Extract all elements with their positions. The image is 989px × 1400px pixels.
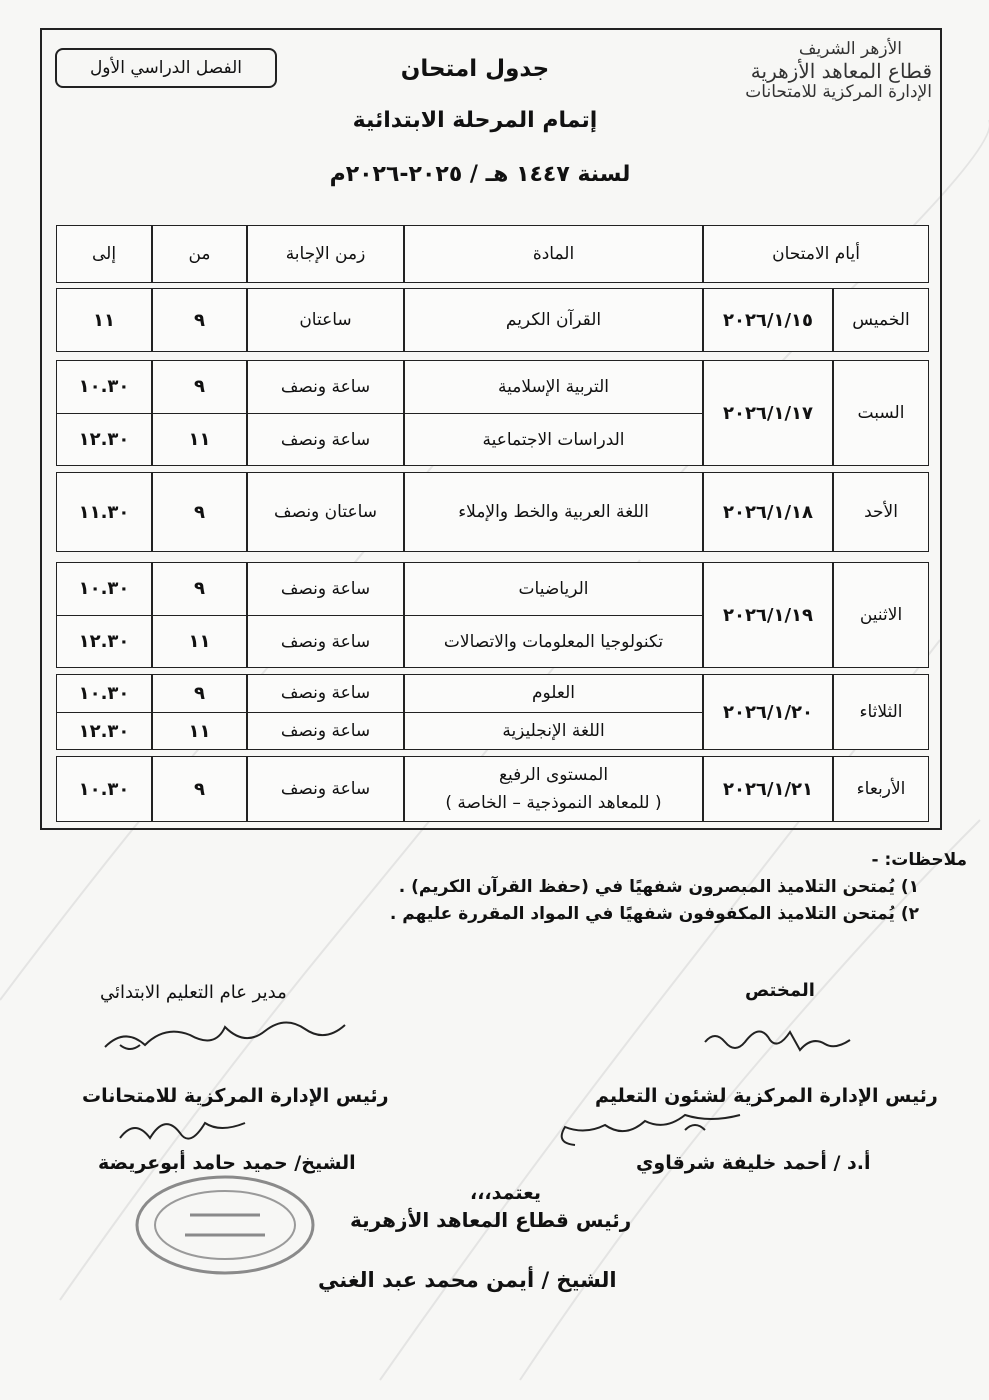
end-time: ١٠.٣٠ [78,778,130,800]
header-subject: المادة [532,244,575,264]
head-sector-label: رئيس قطاع المعاهد الأزهرية [350,1208,632,1232]
header-to: إلى [91,244,117,264]
director-primary-label: مدير عام التعليم الابتدائي [100,982,287,1003]
start-time: ٩ [194,578,205,599]
start-time: ١١ [188,720,211,742]
note-item: ٢) يُمتحن التلاميذ المكفوفون شفهيًا في المواد المقررة عليهم . [389,904,919,924]
specialist-label: المختص [745,980,815,1001]
semester-label: الفصل الدراسي الأول [89,58,243,78]
notes-heading: ملاحظات: - [871,850,967,870]
azhar-logo [700,40,932,140]
end-time: ١٢.٣٠ [78,631,130,652]
exam-date: ٢٠٢٦/١/١٩ [722,604,814,626]
signature-head-exams [110,1108,260,1153]
start-time: ١١ [188,631,211,652]
answer-duration: ساعتان [299,310,352,330]
end-time: ١١ [93,309,115,331]
subject-name: العلوم [531,683,576,703]
logo-line-3: الإدارة المركزية للامتحانات [745,81,932,102]
exam-day: الثلاثاء [859,702,903,722]
subject-name: الرياضيات [518,578,589,599]
exam-day: الخميس [852,310,910,330]
start-time: ٩ [194,309,205,331]
end-time: ١٠.٣٠ [78,376,130,397]
exam-date: ٢٠٢٦/١/٢١ [722,778,814,800]
end-time: ١٠.٣٠ [78,578,130,599]
answer-duration: ساعة ونصف [280,376,371,397]
start-time: ٩ [194,501,205,523]
subject-name: الدراسات الاجتماعية [482,429,625,450]
header-duration: زمن الإجابة [285,244,366,264]
exam-day: الاثنين [859,605,903,625]
start-time: ١١ [188,429,211,450]
logo-line-2: قطاع المعاهد الأزهرية [750,58,932,83]
answer-duration: ساعة ونصف [280,721,371,741]
exam-date: ٢٠٢٦/١/١٨ [722,501,814,523]
exam-day: السبت [857,403,905,423]
exam-date: ٢٠٢٦/١/١٧ [722,402,814,424]
answer-duration: ساعة ونصف [280,578,371,599]
exam-day: الأربعاء [856,779,906,799]
subject-name: تكنولوجيا المعلومات والاتصالات [443,631,664,652]
subject-note: ( للمعاهد النموذجية – الخاصة ) [445,792,662,813]
page-subtitle: إتمام المرحلة الابتدائية [352,108,598,133]
signature-director [80,1005,360,1065]
end-time: ١٢.٣٠ [78,720,130,742]
semester-box [55,48,277,88]
note-item: ١) يُمتحن التلاميذ المبصرون شفهيًا في (حفظ القرآن الكريم) . [398,877,919,897]
page-title: جدول امتحان [400,56,550,82]
exam-day: الأحد [864,502,898,522]
answer-duration: ساعة ونصف [280,429,371,450]
head-exams-name: الشيخ/ حميد حامد أبوعريضة [98,1152,356,1174]
logo-line-1: الأزهر الشريف [798,39,902,59]
start-time: ٩ [194,778,205,800]
end-time: ١٢.٣٠ [78,429,130,450]
exam-date: ٢٠٢٦/١/٢٠ [722,701,814,723]
head-education-label: رئيس الإدارة المركزية لشئون التعليم [595,1085,938,1107]
signature-specialist [700,1012,860,1062]
end-time: ١١.٣٠ [78,501,130,523]
start-time: ٩ [194,682,205,704]
head-education-name: أ.د / أحمد خليفة شرقاوي [636,1152,871,1174]
year-line: لسنة ١٤٤٧ هـ / ٢٠٢٥-٢٠٢٦م [329,162,631,187]
exam-date: ٢٠٢٦/١/١٥ [722,309,814,331]
subject-name: المستوى الرفيع [498,764,609,785]
subject-name: القرآن الكريم [505,310,602,330]
answer-duration: ساعة ونصف [280,631,371,652]
subject-name: التربية الإسلامية [498,376,609,397]
approved-label: يعتمد،،، [470,1182,541,1204]
head-sector-name: الشيخ / أيمن محمد عبد الغني [318,1268,617,1292]
official-stamp [130,1170,320,1280]
head-exams-label: رئيس الإدارة المركزية للامتحانات [82,1085,389,1107]
end-time: ١٠.٣٠ [78,682,130,704]
subject-name: اللغة الإنجليزية [502,721,605,741]
answer-duration: ساعتان ونصف [273,502,378,522]
header-days: أيام الامتحان [772,244,860,264]
start-time: ٩ [194,376,205,397]
answer-duration: ساعة ونصف [280,683,371,703]
header-from: من [188,244,211,264]
answer-duration: ساعة ونصف [280,779,371,799]
subject-name: اللغة العربية والخط والإملاء [458,502,649,522]
